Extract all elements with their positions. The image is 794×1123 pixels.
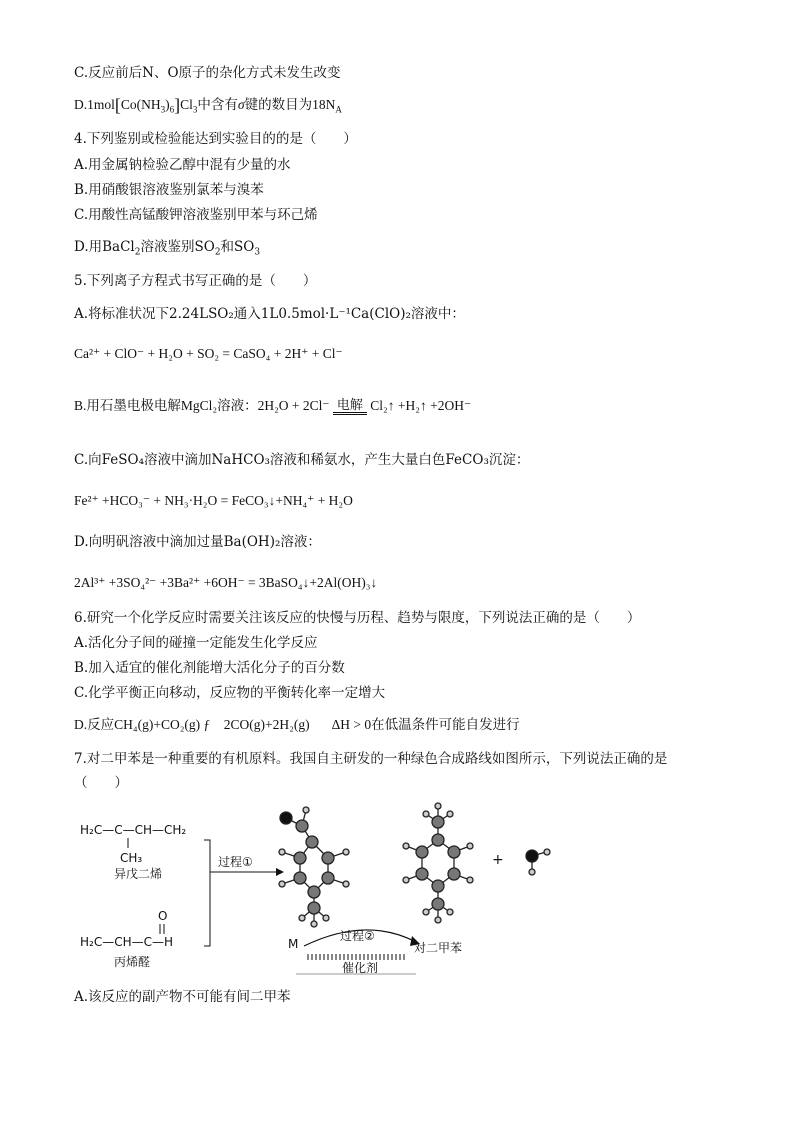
- q5-c-equation: Fe²⁺ +HCO₃⁻ + NH₃·H₂O = FeCO₃↓+NH₄⁺ + H₂O: [74, 493, 353, 508]
- step1-label: 过程①: [218, 855, 253, 869]
- q3-d-suffix: 键的数目为18N: [244, 97, 336, 112]
- q7-option-a: A.该反应的副产物不可能有间二甲苯: [74, 989, 291, 1005]
- product-label: 对二甲苯: [414, 941, 463, 955]
- q3-d-sigma: σ: [237, 97, 245, 112]
- q5-b-text: B.用石墨电极电解MgCl₂溶液：2H₂O + 2Cl⁻: [74, 398, 330, 413]
- q5-b-cond: 电解: [336, 397, 363, 413]
- acrolein-name: 丙烯醛: [114, 955, 151, 969]
- q4-option-b: B.用硝酸银溶液鉴别氯苯与溴苯: [74, 182, 264, 198]
- q3-d-mid: 中含有: [197, 97, 238, 112]
- q6-d-eq: D.反应CH₄(g)+CO₂(g) ƒ 2CO(g)+2H₂(g): [74, 717, 310, 732]
- q5-a-equation: Ca²⁺ + ClO⁻ + H₂O + SO₂ = CaSO₄ + 2H⁺ + Cl⁻: [74, 346, 343, 361]
- q3-d-na-sub: A: [335, 104, 342, 115]
- q6-option-b: B.加入适宜的催化剂能增大活化分子的百分数: [74, 660, 345, 676]
- q4-d-mid: 溶液鉴别SO: [140, 239, 215, 255]
- catalyst-label: 催化剂: [342, 961, 379, 975]
- q4-option-a: A.用金属钠检验乙醇中混有少量的水: [74, 157, 291, 173]
- q6-option-c: C.化学平衡正向移动，反应物的平衡转化率一定增大: [74, 685, 386, 701]
- step1-arrow-head: [276, 868, 284, 876]
- q3-d-complex: Co(NH: [120, 97, 161, 112]
- step2-label: 过程②: [340, 929, 375, 943]
- q5-b-electrolysis-sign: [333, 398, 367, 415]
- q4-d-s1: 2: [134, 247, 141, 258]
- isoprene-formula: H₂C—C—CH—CH₂: [80, 823, 187, 837]
- m-label: M: [288, 937, 299, 951]
- q4-option-d: [74, 238, 260, 256]
- q5-d-equation: 2Al³⁺ +3SO₄²⁻ +3Ba²⁺ +6OH⁻ = 3BaSO₄↓+2Al(OH)₃↓: [74, 575, 378, 590]
- isoprene-branch: CH₃: [120, 851, 143, 865]
- q6-option-d: [74, 716, 520, 734]
- q3-d-clsub: 3: [192, 104, 198, 115]
- acrolein-formula: H₂C—CH—C—H: [80, 935, 174, 949]
- q5-option-a: A.将标准状况下2.24LSO₂通入1L0.5mol·L⁻¹Ca(ClO)₂溶液中：: [74, 306, 465, 322]
- water-molecule: [526, 849, 550, 875]
- synthesis-diagram: [76, 800, 576, 980]
- q6-stem: 6.研究一个化学反应时需要关注该反应的快慢与历程、趋势与限度，下列说法正确的是（ ）: [74, 610, 641, 626]
- q7-stem: 7.对二甲苯是一种重要的有机原料。我国自主研发的一种绿色合成路线如图所示，下列说法正确的是: [74, 751, 668, 767]
- q4-stem: 4.下列鉴别或检验能达到实验目的的是（ ）: [74, 131, 357, 147]
- q3-option-c: C.反应前后N、O原子的杂化方式未发生改变: [74, 65, 341, 81]
- q5-option-c: C.向FeSO₄溶液中滴加NaHCO₃溶液和稀氨水，产生大量白色FeCO₃沉淀：: [74, 452, 530, 468]
- q4-d-pre: D.用BaCl: [74, 239, 135, 255]
- q5-b-right: Cl₂↑ +H₂↑ +2OH⁻: [370, 398, 472, 413]
- q5-stem: 5.下列离子方程式书写正确的是（ ）: [74, 273, 317, 289]
- isoprene-name: 异戊二烯: [114, 867, 163, 881]
- q3-d-sub3: 3: [160, 104, 166, 115]
- p-xylene-molecule: [403, 803, 473, 923]
- q4-d-s2: 2: [214, 247, 221, 258]
- q4-option-c: C.用酸性高锰酸钾溶液鉴别甲苯与环己烯: [74, 207, 318, 223]
- q4-d-and: 和SO: [220, 239, 255, 255]
- q7-paren: （ ）: [74, 775, 128, 791]
- q3-d-prefix: D.1mol: [74, 97, 115, 112]
- q6-option-a: A.活化分子间的碰撞一定能发生化学反应: [74, 635, 318, 651]
- reactant-bracket: [204, 840, 210, 946]
- q3-d-sub6: 6: [169, 104, 175, 115]
- q5-option-b: [74, 397, 471, 415]
- acrolein-o: O: [158, 909, 168, 923]
- q5-option-d: D.向明矾溶液中滴加过量Ba(OH)₂溶液：: [74, 534, 321, 550]
- q6-d-dh: ΔH > 0在低温条件可能自发进行: [331, 717, 520, 732]
- plus-sign: +: [492, 852, 504, 868]
- q3-option-d: $D.1mol[Co(NH_3)_6]Cl_3$中含有σ键的数目为$18N_A$: [74, 95, 342, 115]
- q3-d-cl: Cl: [180, 97, 193, 112]
- intermediate-m-molecule: [279, 807, 349, 927]
- q4-d-s3: 3: [254, 247, 261, 258]
